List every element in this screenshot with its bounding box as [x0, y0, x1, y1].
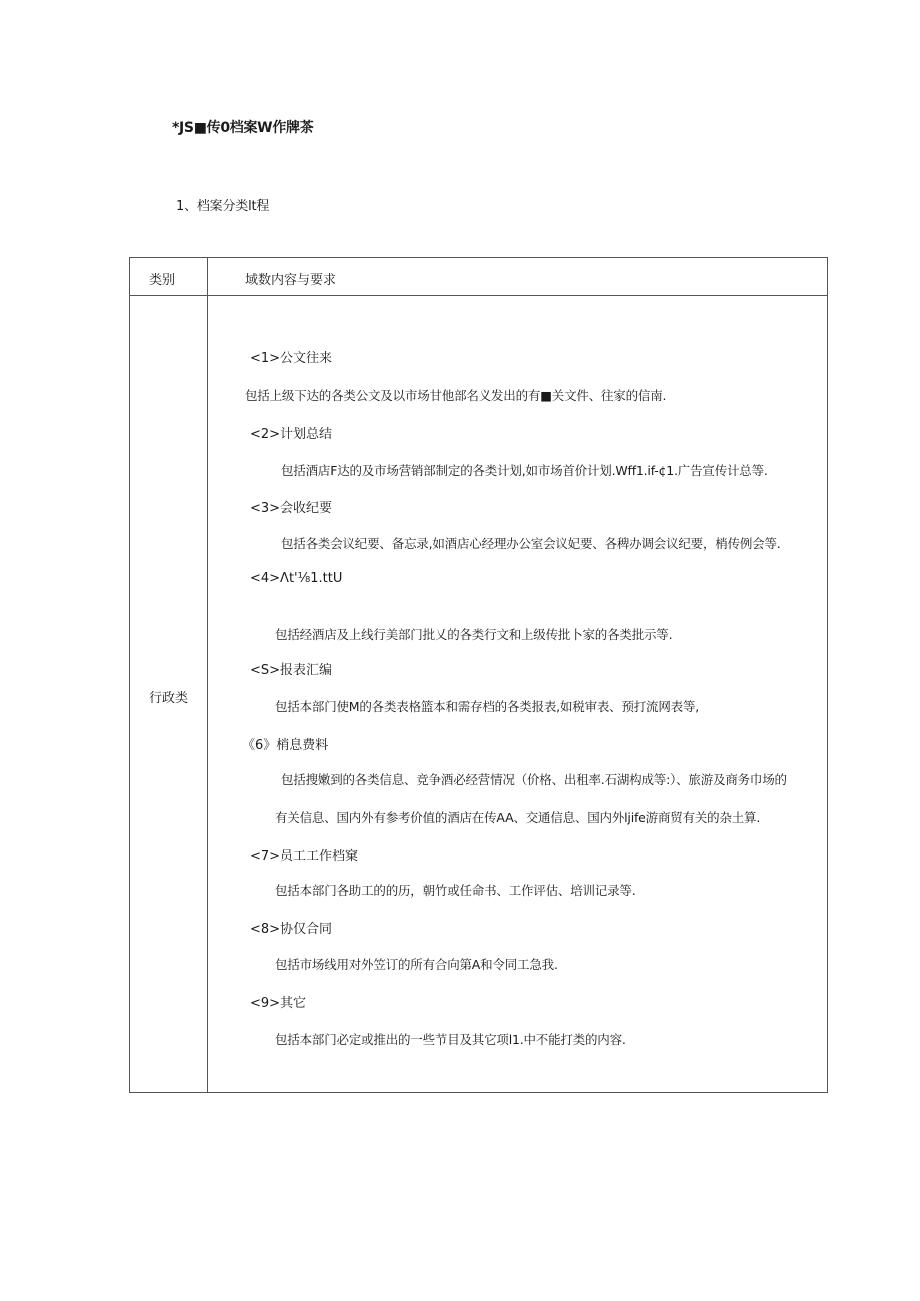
header-divider — [130, 295, 827, 296]
item-body-5: 包括本部门使M的各类表格篮本和需存档的各类报表,如税审表、预打流网表等, — [275, 699, 700, 714]
item-title-1: <1>公文往来 — [250, 351, 333, 366]
item-title-5: <S>报表汇编 — [250, 663, 333, 678]
row-category-admin: 行政类 — [149, 691, 189, 706]
item-title-2: <2>计划总结 — [250, 427, 333, 442]
item-title-3: <3>会收纪要 — [250, 501, 333, 516]
header-category: 类别 — [149, 273, 176, 288]
item-body-8: 包括市场线用对外笠订的所有合向第A和令同工急我. — [275, 957, 558, 972]
item-body-9: 包括本部门必定或推出的一些节目及其它项l1.中不能打类的内容. — [275, 1032, 626, 1047]
item-body-7: 包括本部门各助工的的历，朝竹或任命书、工作评估、培训记录等. — [275, 883, 636, 898]
item-title-9: <9>其它 — [250, 996, 307, 1011]
item-body-1: 包括上级下达的各类公文及以市场甘他部名义发出的有■关文件、往家的信南. — [245, 388, 667, 403]
item-title-6: 《6》梢息费料 — [242, 738, 329, 753]
column-divider — [207, 258, 208, 1092]
header-content: 域数内容与要求 — [245, 273, 337, 288]
section-heading: 1、档案分类lt程 — [176, 199, 270, 214]
item-body-6-line-2: 有关信息、国内外有参考价值的酒店在传AA、交通信息、国内外ljife游商贸有关的杂土算. — [275, 810, 761, 825]
item-body-6-line-1: 包括搜嫩到的各类信息、竞争酒必经营情况（价格、出租率.石湖构成等:）、旅游及商务巾场的 — [281, 772, 787, 787]
item-body-4: 包括经酒店及上线行美部门批乂的各类行文和上级传批卜家的各类批示等. — [275, 627, 673, 642]
archive-classification-table — [129, 257, 828, 1093]
item-title-4: <4>Λt'⅛1.ttU — [250, 571, 343, 586]
item-title-7: <7>员工工作档窠 — [250, 849, 359, 864]
item-title-8: <8>协仅合同 — [250, 922, 333, 937]
item-body-2: 包括酒店F达的及市场营销部制定的各类计划,如市场首价计划.Wff1.if-¢1.广告宣传计总等. — [281, 463, 768, 478]
page-title: *JS■传0档案W作牌茶 — [172, 120, 314, 136]
item-body-3: 包括各类会议纪要、备忘录,如酒店心经理办公室会议妃要、各稗办调会议纪要，梢传例会等. — [281, 536, 781, 551]
